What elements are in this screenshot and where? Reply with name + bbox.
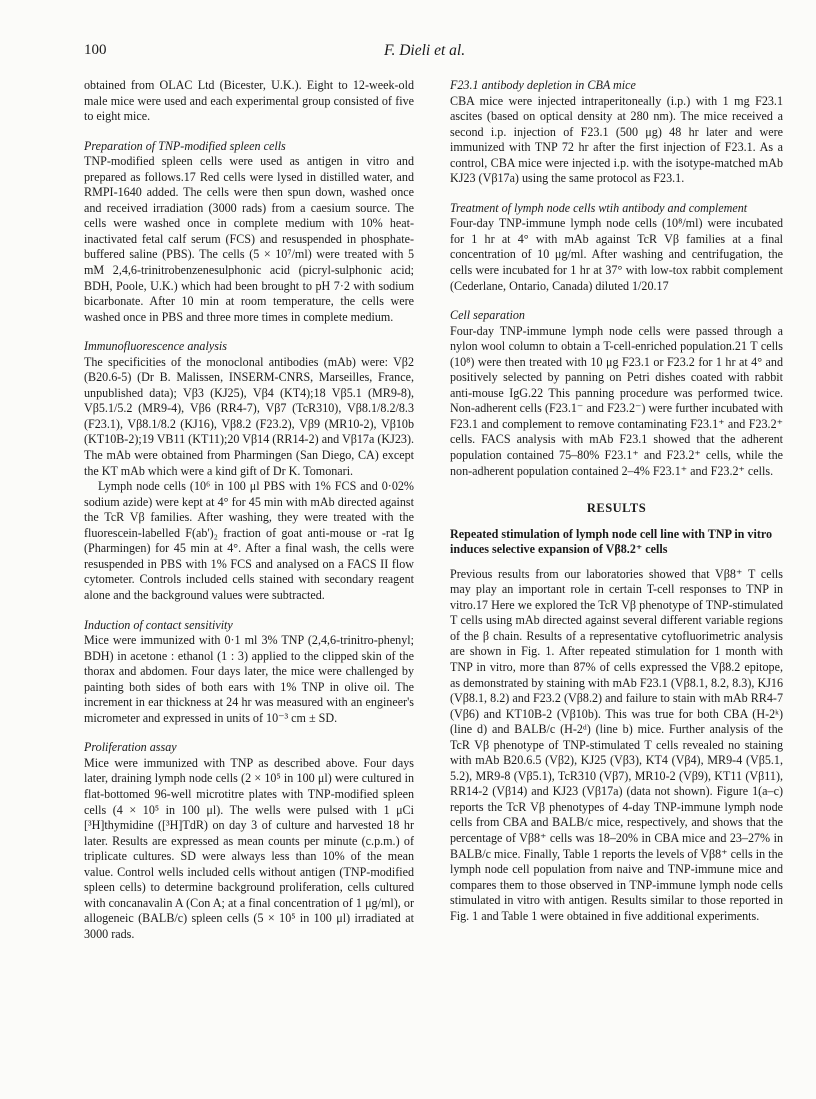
page-header (84, 42, 732, 64)
proliferation-paragraph: Mice were immunized with TNP as described above. Four days later, draining lymph node cells (2 × 10⁵ in 100 μl) were cultured in flat-bottomed 96-well microtitre plates with TNP-modified spleen cells (4 × 10⁵ in 100 μl). The wells were pulsed with 1 μCi [³H]thymidine ([³H]TdR) on day 3 of culture and harvested 18 hr later. Results are expressed as mean counts per minute (c.p.m.) of triplicate cultures. SD were always less than 10% of the mean value. Control wells included cells without antigen (TNP-modified spleen cells) to determine background proliferation, cells cultured with concanavalin A (Con A; at a final concentration of 1 μg/ml), or allogeneic (BALB/c) spleen cells (5 × 10⁵ in 100 μl) irradiated at 3000 rads. (84, 755, 414, 941)
immunofluorescence-paragraph-2: Lymph node cells (10⁶ in 100 μl PBS with 1% FCS and 0·02% sodium azide) were kept at 4° for 45 min with mAb directed against the TcR Vβ families. After washing, they were treated with the fluorescein-labelled F(ab')₂ fraction of goat anti-mouse or -rat Ig (Pharmingen) for 45 min at 4°. After a final wash, the cells were resuspended in PBS with 1% FCS and analysed on a FACS II flow cytometer. Controls included cells stained with secondary reagent alone and the background values were subtracted. (84, 479, 414, 602)
page-number: 100 (84, 42, 107, 58)
immunofluorescence-paragraph-1: The specificities of the monoclonal antibodies (mAb) were: Vβ2 (B20.6-5) (Dr B. Malissen, INSERM-CNRS, Marseilles, France, unpublished data); Vβ3 (KJ25), Vβ4 (KT4);18 Vβ5.1 (MR9-8), Vβ5.1/5.2 (MR9-4), Vβ6 (RR4-7), Vβ7 (TcR310), Vβ8.1/8.2/8.3 (F23.1), Vβ8.1/8.2 (KJ16), Vβ8.2 (F23.2), Vβ9 (MR10-2), Vβ10b (KT10B-2);19 VB11 (KT11);20 Vβ14 (RR14-2) and Vβ17a (KJ23). The mAb were obtained from Pharmingen (San Diego, CA) except the KT mAb which were a kind gift of Dr K. Tomonari. (84, 354, 414, 478)
results-subheading: Repeated stimulation of lymph node cell line with TNP in vitro induces selective expansion of Vβ8.2⁺ cells (450, 526, 773, 556)
results-heading: RESULTS (586, 501, 647, 516)
results-paragraph: Previous results from our laboratories showed that Vβ8⁺ T cells may play an important role in certain T-cell responses to TNP in vitro.17 Here we explored the TcR Vβ phenotype of TNP-stimulated T cells using mAb directed against several different variable regions of the β chain. Results of a representative cytofluorimetric analysis are shown in Fig. 1. After repeated stimulation for 1 month with TNP in vitro, more than 87% of cells expressed the Vβ8.2 epitope, as demonstrated by staining with mAb F23.1 (Vβ8.1, 8.2, 8.3), KJ16 (Vβ8.1, 8.2) and F23.2 (Vβ8.2) and failure to stain with mAb RR4-7 (Vβ6) and KT10B-2 (Vβ10b). This was true for both CBA (H-2ᵏ) (line d) and BALB/c (H-2ᵈ) (line b) mice. Further analysis of the TcR Vβ phenotype of TNP-stimulated T cells revealed no staining with mAb B20.6.5 (Vβ2), KJ25 (Vβ3), KT4 (Vβ4), MR9-4 (Vβ5.1, 5.2), MR9-8 (Vβ5.1), TcR310 (Vβ7), MR10-2 (Vβ9), KT11 (Vβ11), RR14-2 (Vβ14) and KJ23 (Vβ17a) (data not shown). Figure 1(a–c) reports the TcR Vβ phenotypes of 4-day TNP-immune lymph node cells from CBA and BALB/c mice, respectively, and shows that the percentage of Vβ8⁺ cells was 18–20% in CBA mice and 23–27% in BALB/c mice. Finally, Table 1 reports the levels of Vβ8⁺ cells in the lymph node cell population from naive and TNP-immune mice and compares them to those observed in TNP-immune lymph node cells stimulated in vitro with antigen. Results similar to those reported in Fig. 1 and Table 1 were obtained in five additional experiments. (450, 566, 783, 923)
section-heading-contact-sensitivity: Induction of contact sensitivity (84, 617, 233, 632)
section-heading-spleen-cells: Preparation of TNP-modified spleen cells (84, 138, 286, 153)
cell-separation-paragraph: Four-day TNP-immune lymph node cells were passed through a nylon wool column to obtain a T-cell-enriched population.21 T cells (10⁸) were then treated with 10 μg F23.1 or F23.2 for 1 hr at 4° and positively selected by panning on Petri dishes coated with rabbit anti-mouse IgG.22 This panning procedure was performed twice. Non-adherent cells (F23.1⁻ and F23.2⁻) were further incubated with F23.1 and complement to remove contaminating F23.1⁺ and F23.2⁺ cells. FACS analysis with mAb F23.1 showed that the adherent population contained 75–80% F23.1⁺ and F23.2⁺ cells, while the non-adherent population contained 2–4% F23.1⁺ and F23.2⁺ cells. (450, 323, 783, 478)
complement-paragraph: Four-day TNP-immune lymph node cells (10⁸/ml) were incubated for 1 hr at 4° with mAb against TcR Vβ families at a final concentration of 10 μg/ml. After washing and centrifugation, the cells were incubated for 1 hr at 37° with low-tox rabbit complement (Cederlane, Ontario, Canada) diluted 1/20.17 (450, 216, 783, 293)
section-heading-f23-depletion: F23.1 antibody depletion in CBA mice (450, 78, 636, 92)
right-column (450, 78, 783, 924)
left-column (84, 78, 414, 942)
intro-paragraph: obtained from OLAC Ltd (Bicester, U.K.). Eight to 12-week-old male mice were used and each experimental group consisted of five to eight mice. (84, 78, 414, 124)
section-heading-cell-separation: Cell separation (450, 308, 525, 323)
section-heading-immunofluorescence: Immunofluorescence analysis (84, 339, 227, 354)
spleen-cells-paragraph: TNP-modified spleen cells were used as antigen in vitro and prepared as follows.17 Red cells were lysed in distilled water, and RMPI-1640 added. The cells were then spun down, washed once and received irradiation (3000 rads) from a caesium source. The cells were washed once in complete medium with 10% heat-inactivated fetal calf serum (FCS) and resuspended in phosphate-buffered saline (PBS). The cells (5 × 10⁷/ml) were treated with 5 mM 2,4,6-trinitrobenzenesulphonic acid (picryl-sulphonic acid; BDH, Poole, U.K.) which had been brought to pH 7·2 with sodium bicarbonate. After 10 min at room temperature, the cells were washed once in PBS and three more times in complete medium. (84, 154, 414, 324)
running-head: F. Dieli et al. (384, 42, 466, 59)
section-heading-complement: Treatment of lymph node cells wtih antibody and complement (450, 200, 748, 215)
section-heading-proliferation: Proliferation assay (84, 740, 177, 755)
contact-sensitivity-paragraph: Mice were immunized with 0·1 ml 3% TNP (2,4,6-trinitro-phenyl; BDH) in acetone : ethanol (1 : 3) applied to the clipped skin of the thorax and abdomen. Four days later, the mice were challenged by painting both sides of both ears with 1% TNP in olive oil. The increment in ear thickness at 24 hr was measured with an engineer's micrometer and expressed in units of 10⁻³ cm ± SD. (84, 633, 414, 725)
f23-depletion-paragraph: CBA mice were injected intraperitoneally (i.p.) with 1 mg F23.1 ascites (based on optical density at 280 nm). The mice received a second i.p. injection of F23.1 (500 μg) 48 hr later and were immunized with TNP 72 hr after the first injection of F23.1. As a control, CBA mice were injected i.p. with the isotype-matched mAb KJ23 (Vβ17a) using the same protocol as F23.1. (450, 93, 783, 186)
